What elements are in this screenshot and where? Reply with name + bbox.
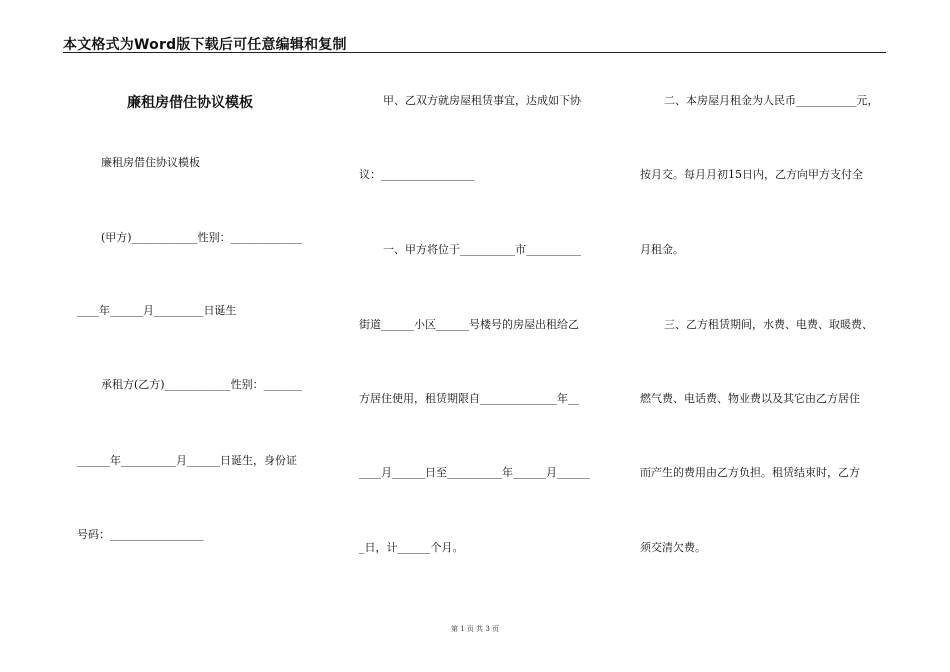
- paragraph-line: 承租方(乙方)____________性别：_______: [101, 378, 303, 391]
- document-title: 廉租房借住协议模板: [127, 95, 253, 111]
- paragraph-line: 三、乙方租赁期间，水费、电费、取暖费、: [664, 318, 873, 331]
- paragraph-line: 廉租房借住协议模板: [101, 156, 200, 169]
- paragraph-line: 按月交。每月月初15日内，乙方向甲方支付全: [640, 168, 863, 181]
- paragraph-line: 街道______小区______号楼号的房屋出租给乙: [359, 318, 579, 331]
- paragraph-line: 号码：_________________: [77, 528, 204, 541]
- paragraph-line: 议：_________________: [359, 168, 475, 181]
- paragraph-line: ____月______日至__________年______月______: [359, 466, 590, 479]
- paragraph-line: 而产生的费用由乙方负担。租赁结束时，乙方: [640, 466, 860, 479]
- paragraph-line: ______年__________月______日诞生，身份证: [77, 454, 297, 467]
- paragraph-line: ____年______月_________日诞生: [77, 304, 237, 317]
- paragraph-line: 月租金。: [640, 243, 684, 256]
- paragraph-line: 甲、乙双方就房屋租赁事宜，达成如下协: [383, 94, 581, 107]
- paragraph-line: _日，计______个月。: [359, 541, 464, 554]
- paragraph-line: (甲方)____________性别：_____________: [101, 231, 303, 244]
- header-divider: [63, 52, 886, 53]
- paragraph-line: 方居住使用，租赁期限自______________年__: [359, 392, 579, 405]
- page-number-footer: 第 1 页 共 3 页: [450, 625, 500, 633]
- paragraph-line: 须交清欠费。: [640, 541, 706, 554]
- document-header-banner: 本文格式为Word版下载后可任意编辑和复制: [63, 37, 347, 53]
- paragraph-line: 二、本房屋月租金为人民币___________元，: [664, 94, 879, 107]
- paragraph-line: 燃气费、电话费、物业费以及其它由乙方居住: [640, 392, 860, 405]
- paragraph-line: 一、甲方将位于__________市__________: [383, 243, 581, 256]
